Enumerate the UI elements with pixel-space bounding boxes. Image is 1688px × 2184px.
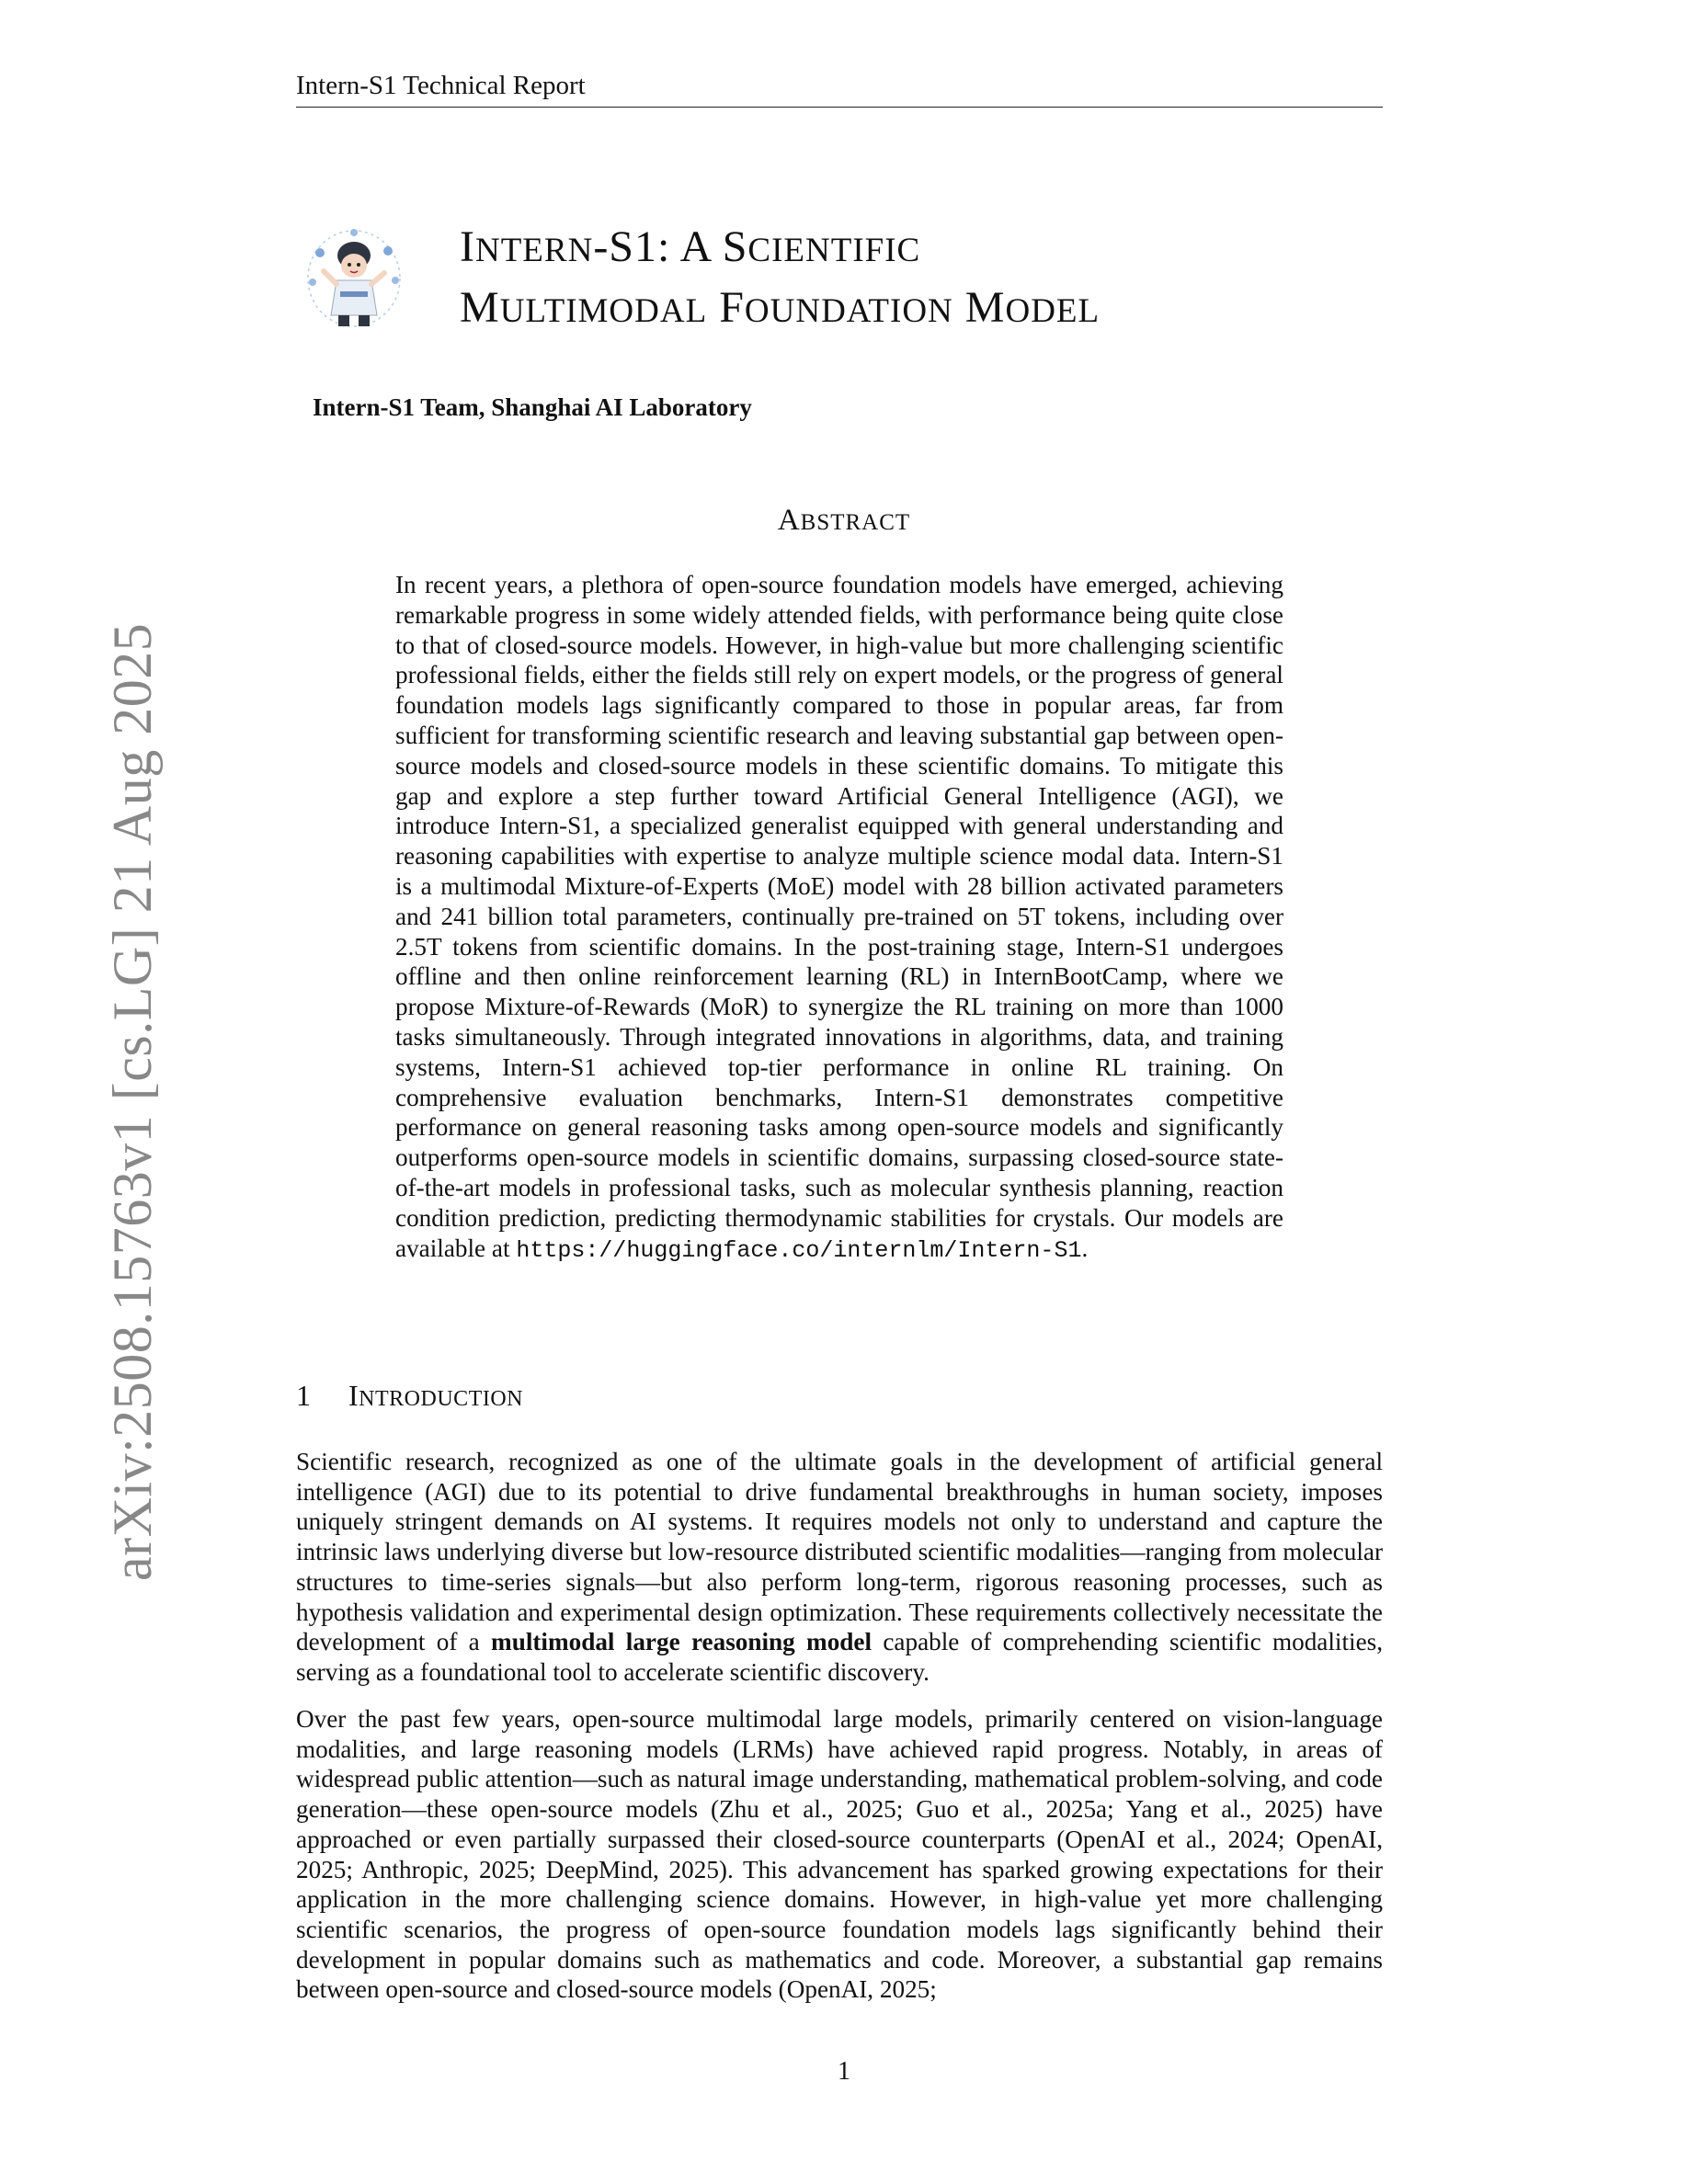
title-line-1 [460, 219, 1287, 279]
section-heading-cap: I [348, 1379, 359, 1412]
abstract-link[interactable]: https://huggingface.co/internlm/Intern-S1 [516, 1236, 1082, 1264]
title-text: ODEL [1005, 292, 1101, 330]
mascot-logo-icon [303, 225, 405, 331]
title-text: M [460, 283, 500, 332]
running-header: Intern-S1 Technical Report [296, 70, 1383, 108]
paragraph-text: capable of comprehending scientific modalities, serving as a foundational tool to accelerate scientific discovery. [296, 1628, 1384, 1686]
title-text: I [460, 222, 475, 271]
title-text: F [707, 283, 745, 332]
abstract-text: In recent years, a plethora of open-source foundation models have emerged, achieving remarkable progress in some widely attended fields, with performance being quite close to that of closed-source models. However, in high-value but more challenging scientific professional fields, either the fields still rely on expert models, or the progress of general foundation models lags significantly compared to those in popular areas, far from sufficient for transforming scientific research and leaving substantial gap between open-source models and closed-source models in these scientific domains. To mitigate this gap and explore a step further toward Artificial General Intelligence (AGI), we introduce Intern-S1, a specialized generalist equipped with general understanding and reasoning capabilities with expertise to analyze multiple science modal data. Intern-S1 is a multimodal Mixture-of-Experts (MoE) model with 28 billion activated parameters and 241 billion total parameters, continually pre-trained on 5T tokens, including over 2.5T tokens from scientific domains. In the post-training stage, Intern-S1 undergoes offline and then online reinforcement learning (RL) in InternBootCamp, where we propose Mixture-of-Rewards (MoR) to synergize the RL training on more than 1000 tasks simultaneously. Through integrated innovations in algorithms, data, and training systems, Intern-S1 achieved top-tier performance in online RL training. On comprehensive evaluation benchmarks, Intern-S1 demonstrates competitive performance on general reasoning tasks among open-source models and significantly outperforms open-source models in scientific domains, surpassing closed-source state-of-the-art models in professional tasks, such as molecular synthesis planning, reaction condition prediction, predicting thermodynamic stabilities for crystals. Our models are available at [395, 571, 1283, 1262]
paper-title [460, 219, 1287, 340]
section-heading-sc: NTRODUCTION [359, 1387, 523, 1411]
title-text: OUNDATION [744, 292, 953, 330]
title-text: ULTIMODAL [499, 292, 708, 330]
section-heading [296, 1379, 523, 1413]
title-text: -S1: A S [593, 222, 748, 271]
abstract-end: . [1081, 1234, 1089, 1262]
intro-paragraph-2: Over the past few years, open-source multimodal large models, primarily centered on vision-language modalities, and large reasoning models (LRMs) have achieved rapid progress. Notably, in areas of widespread public attention—such as natural image understanding, mathematical problem-solving, and code generation—these open-source models (Zhu et al., 2025; Guo et al., 2025a; Yang et al., 2025) have approached or even partially surpassed their closed-source counterparts (OpenAI et al., 2024; OpenAI, 2025; Anthropic, 2025; DeepMind, 2025). This advancement has sparked growing expectations for their application in the more challenging science domains. However, in high-value yet more challenging scientific scenarios, the progress of open-source foundation models lags significantly behind their development in popular domains such as mathematics and code. Moreover, a substantial gap remains between open-source and closed-source models (OpenAI, 2025; [296, 1705, 1383, 2004]
title-line-2 [460, 279, 1287, 340]
paragraph-bold-text: multimodal large reasoning model [491, 1628, 873, 1656]
title-text: NTERN [474, 232, 594, 269]
abstract-body [395, 570, 1283, 1266]
title-text: M [952, 283, 1006, 332]
intro-paragraph-1 [296, 1447, 1383, 1688]
page-number: 1 [838, 2057, 850, 2086]
title-text: CIENTIFIC [747, 232, 921, 269]
paragraph-text: Scientific research, recognized as one of the ultimate goals in the development of artificial general intelligence (AGI) due to its potential to drive fundamental breakthroughs in human society, imposes uniquely stringent demands on AI systems. It requires models not only to understand and capture the intrinsic laws underlying diverse but low-resource distributed scientific modalities—ranging from molecular structures to time-series signals—but also perform long-term, rigorous reasoning processes, such as hypothesis validation and experimental design optimization. These requirements collectively necessitate the development of a [296, 1448, 1383, 1656]
abstract-heading-cap: A [777, 504, 801, 537]
arxiv-stamp: arXiv:2508.15763v1 [cs.LG] 21 Aug 2025 [102, 622, 163, 1581]
section-number: 1 [296, 1379, 312, 1412]
abstract-heading-sc: BSTRACT [800, 510, 911, 535]
abstract-heading [0, 504, 1688, 538]
author-line: Intern-S1 Team, Shanghai AI Laboratory [313, 393, 752, 421]
